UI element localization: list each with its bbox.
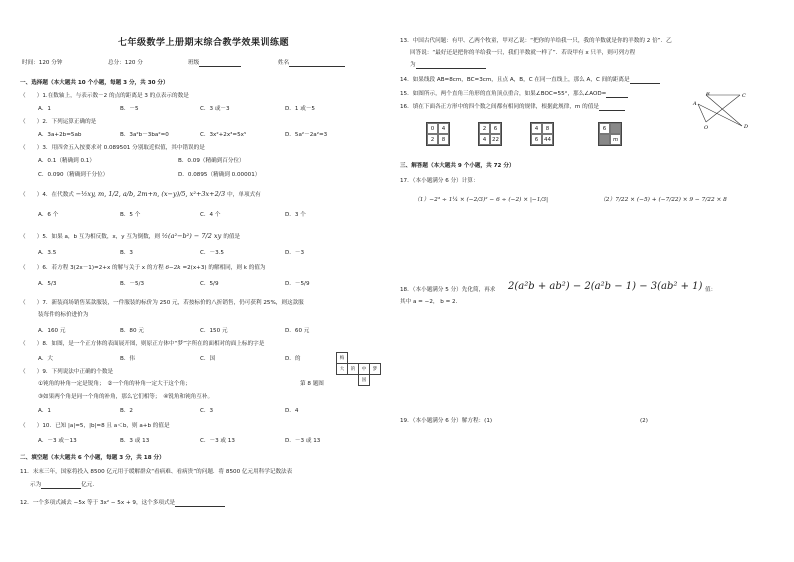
q10-option-c: C．－3 或 13: [200, 438, 235, 444]
q8-option-a: A．大: [38, 356, 54, 362]
q3-option-d: D．0.0895（精确到 0.00001）: [178, 172, 261, 178]
q5-option-a: A．3.5: [38, 250, 57, 256]
question-7-cont: 装每件的标价进价为: [38, 312, 89, 318]
q4-option-d: D．3 个: [285, 212, 306, 218]
q5-option-c: C．－3.5: [200, 250, 224, 256]
q4-option-a: A．6 个: [38, 212, 59, 218]
q7-option-a: A．160 元: [38, 328, 66, 334]
point-label: C: [742, 93, 746, 99]
question-13-cont: 回答说：“最好还是把你的羊给我一只，我们羊数就一样了”．若设甲有 x 只羊，则可列方程: [410, 50, 636, 56]
number-grid-3: 4 8 6 44: [530, 122, 554, 146]
question-18: 18．（本小题满分 5 分）先化简，再求: [400, 287, 496, 293]
question-7: （ ）7．新装商场销售某款服装，一件服装的标价为 250 元，若按标价的八折销售，仍可获利 25%，则这款服: [20, 300, 304, 306]
question-19: 19．（本小题满分 6 分）解方程：(1): [400, 418, 493, 424]
point-label: B: [706, 92, 710, 97]
question-10: （ ）10．已知 |a|=5，|b|=8 且 a＜b，则 a+b 的值是: [20, 423, 170, 429]
net-cell: 中: [358, 363, 370, 375]
q8-option-c: C．国: [200, 356, 216, 362]
name-label: 姓名: [278, 60, 345, 67]
q9-option-a: A．1: [38, 408, 51, 414]
q18-value-label: 值：: [705, 287, 717, 293]
q7-option-d: D．60 元: [285, 328, 310, 334]
q18-expression: 2(a²b + ab²) − 2(a²b − 1) − 3(ab² + 1): [508, 281, 703, 292]
number-grid-2: 2 6 4 22: [478, 122, 502, 146]
q7-option-c: C．150 元: [200, 328, 228, 334]
q5-option-b: B．3: [120, 250, 133, 256]
question-16: 16．填在下面各正方形中的四个数之间都有相同的规律，根据此规律，m 的值是: [400, 104, 625, 111]
section-1-heading: 一、选择题（本大题共 10 个小题，每题 3 分，共 30 分）: [20, 80, 169, 86]
q8-option-d: D．的: [285, 356, 301, 362]
section-3-heading: 三、解答题（本大题共 9 个小题，共 72 分）: [400, 163, 515, 169]
question-9: （ ）9．下列说法中正确的个数是: [20, 369, 114, 375]
page-title: 七年级数学上册期末综合教学效果训练题: [118, 38, 290, 48]
q9-statement-1: ①钝角的补角一定是锐角； ②一个角的补角一定大于这个角；: [38, 381, 191, 387]
question-13: 13．中国古代问题：有甲、乙两个牧童，甲对乙说：“把你的羊给我一只，我的羊数就是你的羊数的 2 倍”．乙: [400, 38, 672, 44]
question-15: 15．如图所示，两个直角三角形的直角顶点重合，如果∠BOC=55°，那么∠AOD=: [400, 91, 628, 98]
angle-figure: [692, 92, 752, 130]
score-label: 总分：120 分: [108, 60, 143, 66]
q5-option-d: D．－3: [285, 250, 305, 256]
q10-option-d: D．－3 或 13: [285, 438, 321, 444]
q9-option-c: C．3: [200, 408, 214, 414]
q7-option-b: B．80 元: [120, 328, 144, 334]
q9-option-d: D．4: [285, 408, 299, 414]
q2-option-b: B．3a²b－3ba²=0: [120, 132, 169, 138]
q4-option-b: B．5 个: [120, 212, 141, 218]
q3-option-a: A．0.1（精确到 0.1）: [38, 158, 95, 164]
q6-option-b: B．－5/3: [120, 281, 145, 287]
section-2-heading: 二、填空题（本大题共 6 个小题，每题 3 分，共 18 分）: [20, 455, 165, 461]
question-4: （ ）4．在代数式 −½xy, m, 1/2, a/b, 2m+n, (x−y)/5, x²+3x+2/3 中，单项式有: [20, 190, 261, 198]
q18-condition: 其中 a = −2， b = 2．: [400, 299, 462, 305]
net-cell: 梅: [336, 352, 348, 364]
point-label: A: [693, 101, 697, 107]
q3-option-c: C．0.090（精确到千分位）: [38, 172, 109, 178]
q6-option-a: A．5/3: [38, 281, 57, 287]
net-cell: 大: [336, 363, 348, 375]
class-label: 班级: [188, 60, 241, 67]
question-5: （ ）5．如果 a，b 互为相反数，x，y 互为倒数，则 ½(a²−b²) − 7/2 xy 的值是: [20, 232, 241, 240]
q9-statement-2: ③如果两个角是同一个角的补角，那么它们相等； ④锐角和钝角互补。: [38, 394, 214, 400]
q10-option-a: A．－3 或－13: [38, 438, 77, 444]
q9-option-b: B．2: [120, 408, 133, 414]
q6-option-c: C．5/9: [200, 281, 219, 287]
question-2: （ ）2．下列运算正确的是: [20, 119, 97, 125]
q1-option-a: A．1: [38, 106, 51, 112]
net-cell: 的: [347, 363, 359, 375]
question-3: （ ）3．用四舍五入按要求对 0.089501 分别取近似值，其中错误的是: [20, 145, 205, 151]
q17-part-2: （2）7/22 × (−5) + (−7/22) × 9 − 7/22 × 8: [600, 197, 727, 203]
question-14: 14．如果线段 AB=8cm，BC=3cm，且点 A，B，C 在同一直线上，那么 A，C 间的距离是: [400, 77, 660, 84]
question-13-answer: 为: [410, 62, 486, 69]
question-12: 12．一个多项式减去 −5x 等于 3x² − 5x + 9，这个多项式是: [20, 500, 225, 507]
point-label: D: [744, 124, 749, 130]
question-11: 11．末末三年，国家将投入 8500 亿元用于缓解群众“看病难、看病贵”的问题．将 8500 亿元用科学记数法表: [20, 469, 293, 475]
q4-option-c: C．4 个: [200, 212, 221, 218]
question-11-cont: 示为 亿元．: [30, 482, 98, 488]
number-grid-4: 6 m: [598, 122, 622, 146]
q1-option-b: B．－5: [120, 106, 139, 112]
cube-net-figure: [336, 352, 386, 386]
net-cell: 梦: [369, 363, 381, 375]
q1-option-c: C．3 或－3: [200, 106, 230, 112]
number-grid-1: 0 4 2 8: [426, 122, 450, 146]
q1-option-d: D．1 或－5: [285, 106, 315, 112]
q2-option-d: D．5a²－2a²=3: [285, 132, 328, 138]
q6-option-d: D．－5/9: [285, 281, 310, 287]
q17-part-1: （1）−2³ ÷ 1¼ × (−2/3)² − 6 ÷ (−2) × |−1/3|: [414, 197, 549, 203]
point-label: O: [704, 125, 709, 130]
time-label: 时间：120 分钟: [22, 60, 63, 66]
q2-option-a: A．3a+2b=5ab: [38, 132, 82, 138]
question-6: （ ）6．若方程 3(2x－1)=2+x 的解与关于 x 的方程 6−2k =2(x+3) 的解相同，则 k 的值为: [20, 265, 266, 271]
question-1: （ ）1.在数轴上，与表示数－2 的点的距离是 3 的点表示的数是: [20, 93, 189, 99]
figure-8-caption: 第 8 题图: [300, 381, 324, 387]
q3-option-b: B．0.09（精确到百分位）: [178, 158, 245, 164]
q8-option-b: B．伟: [120, 356, 136, 362]
q19-part-2: (2): [640, 418, 648, 424]
question-8: （ ）8．如图，是一个正方体的表面展开图，则原正方体中“梦”字所在的面相对的面上标的字是: [20, 341, 265, 347]
question-17: 17．（本小题满分 6 分）计算：: [400, 178, 479, 184]
net-cell: 国: [358, 374, 370, 386]
q2-option-c: C．3x²+2x³=5x⁵: [200, 132, 247, 138]
q10-option-b: B．3 或 13: [120, 438, 150, 444]
